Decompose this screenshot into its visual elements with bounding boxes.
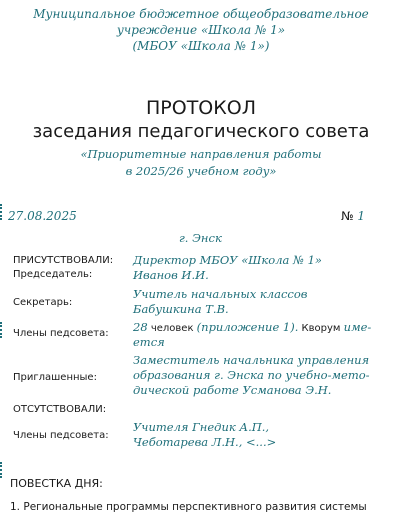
protocol-number	[341, 209, 365, 223]
meeting-date: 27.08.2025	[8, 209, 77, 223]
number-value: 1	[357, 209, 365, 223]
quorum-value-part-1: име-	[343, 320, 372, 334]
absent-line-2: Чеботарева Л.Н., <...>	[133, 435, 277, 449]
members-word: человек	[150, 323, 194, 334]
invited-line-1: Заместитель начальника управления	[133, 353, 370, 367]
members-count: 28	[133, 320, 148, 334]
margin-marker	[0, 462, 5, 478]
secretary-role: Учитель начальных классов	[133, 287, 308, 301]
invited-line-2: образования г. Энска по учебно-мето-	[133, 368, 370, 382]
agenda-heading: ПОВЕСТКА ДНЯ:	[10, 477, 103, 490]
document-subtitle: заседания педагогического совета	[32, 121, 370, 142]
quorum-value-part-2: ется	[133, 335, 165, 349]
chair-label: Председатель:	[13, 269, 93, 280]
margin-marker	[0, 322, 5, 338]
chair-name: Иванов И.И.	[133, 268, 209, 282]
agenda-item-1: 1. Региональные программы перспективного развития системы	[10, 501, 367, 513]
present-heading: ПРИСУТСТВОВАЛИ:	[13, 255, 114, 266]
absent-line-1: Учителя Гнедик А.П.,	[133, 420, 270, 434]
meeting-theme-line-2: в 2025/26 учебном году»	[125, 164, 277, 178]
organization-name-line-2: учреждение «Школа № 1»	[116, 23, 286, 37]
chair-role: Директор МБОУ «Школа № 1»	[133, 253, 322, 267]
organization-short-name: (МБОУ «Школа № 1»)	[132, 39, 270, 53]
members-label: Члены педсовета:	[13, 328, 109, 339]
members-count-line	[133, 320, 371, 334]
quorum-word: Кворум	[301, 323, 341, 334]
absent-members-label: Члены педсовета:	[13, 430, 109, 441]
number-sign: №	[341, 209, 354, 223]
members-appendix: (приложение 1).	[196, 320, 299, 334]
meeting-theme-line-1: «Приоритетные направления работы	[80, 147, 322, 161]
invited-label: Приглашенные:	[13, 372, 97, 383]
absent-heading: ОТСУТСТВОВАЛИ:	[13, 404, 107, 415]
document-title: ПРОТОКОЛ	[146, 97, 256, 119]
secretary-name: Бабушкина Т.В.	[133, 302, 229, 316]
invited-line-3: дической работе Усманова Э.Н.	[133, 383, 332, 397]
city: г. Энск	[179, 231, 222, 245]
organization-name-line-1: Муниципальное бюджетное общеобразовательное	[33, 7, 369, 21]
secretary-label: Секретарь:	[13, 297, 73, 308]
margin-marker	[0, 204, 5, 220]
